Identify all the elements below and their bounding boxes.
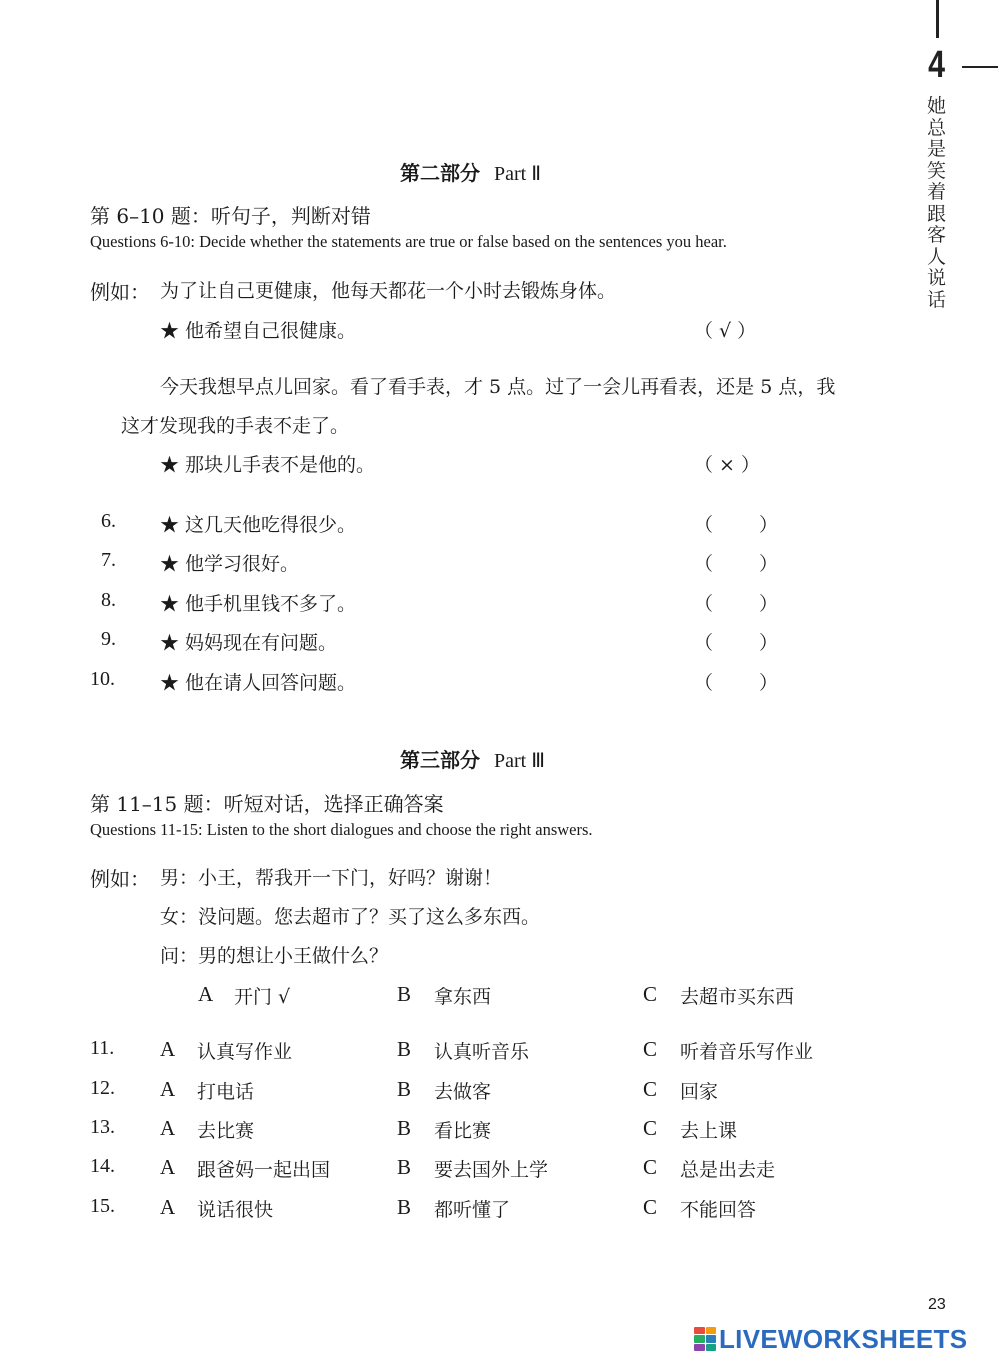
part2-heading-cn: 第二部分 bbox=[400, 161, 480, 185]
part3-example-woman: 女：没问题。您去超市了？买了这么多东西。 bbox=[160, 906, 541, 928]
brand-logo bbox=[694, 1324, 967, 1354]
option-letter-b[interactable]: B bbox=[397, 1116, 412, 1140]
part3-instruction-cn: 第 11–15 题：听短对话，选择正确答案 bbox=[90, 792, 444, 816]
question-statement: ★ 他手机里钱不多了。 bbox=[160, 593, 357, 615]
option-b[interactable]: 都听懂了 bbox=[434, 1199, 511, 1221]
part2-heading-en: Part Ⅱ bbox=[494, 163, 542, 185]
chapter-rule bbox=[962, 66, 998, 68]
page-number: 23 bbox=[928, 1296, 946, 1313]
option-letter-c: C bbox=[643, 982, 658, 1006]
option-a[interactable]: 跟爸妈一起出国 bbox=[197, 1159, 331, 1181]
liveworksheets-logo-icon bbox=[694, 1327, 716, 1351]
option-letter-a: A bbox=[198, 982, 214, 1006]
option-b[interactable]: 去做客 bbox=[434, 1081, 492, 1103]
option-a[interactable]: 认真写作业 bbox=[197, 1041, 293, 1063]
part2-example-label: 例如： bbox=[90, 280, 150, 304]
question-statement: ★ 他在请人回答问题。 bbox=[160, 672, 357, 694]
option-letter-c[interactable]: C bbox=[643, 1155, 658, 1179]
option-b[interactable]: 认真听音乐 bbox=[434, 1041, 530, 1063]
side-rule bbox=[936, 0, 939, 38]
part2-instruction-cn: 第 6–10 题：听句子，判断对错 bbox=[90, 204, 371, 228]
part2-heading bbox=[400, 157, 541, 186]
option-a[interactable]: 去比赛 bbox=[197, 1120, 255, 1142]
part2-instruction-en: Questions 6-10: Decide whether the statements are true or false based on the sentences you hear. bbox=[90, 232, 727, 251]
option-letter-a[interactable]: A bbox=[160, 1116, 176, 1140]
option-letter-c[interactable]: C bbox=[643, 1195, 658, 1219]
question-number: 6. bbox=[101, 510, 116, 532]
part2-example1-answer: （ √ ） bbox=[694, 320, 757, 342]
part2-example2-answer: （ × ） bbox=[694, 454, 760, 476]
part3-example-question: 问：男的想让小王做什么？ bbox=[160, 945, 389, 967]
question-number: 15. bbox=[90, 1195, 115, 1217]
part2-example2-statement: ★ 那块儿手表不是他的。 bbox=[160, 454, 376, 476]
part2-example1-statement: ★ 他希望自己很健康。 bbox=[160, 320, 357, 342]
option-c[interactable]: 听着音乐写作业 bbox=[680, 1041, 814, 1063]
question-number: 8. bbox=[101, 589, 116, 611]
answer-blank[interactable]: （ ） bbox=[694, 593, 779, 615]
question-number: 12. bbox=[90, 1077, 115, 1099]
example-option-c: 去超市买东西 bbox=[680, 986, 795, 1008]
option-letter-c[interactable]: C bbox=[643, 1116, 658, 1140]
question-statement: ★ 他学习很好。 bbox=[160, 553, 300, 575]
question-number: 9. bbox=[101, 628, 116, 650]
option-letter-b[interactable]: B bbox=[397, 1077, 412, 1101]
example-option-b: 拿东西 bbox=[434, 986, 492, 1008]
option-letter-a[interactable]: A bbox=[160, 1155, 176, 1179]
option-c[interactable]: 回家 bbox=[680, 1081, 719, 1103]
question-statement: ★ 这几天他吃得很少。 bbox=[160, 514, 357, 536]
option-letter-a[interactable]: A bbox=[160, 1037, 176, 1061]
question-number: 10. bbox=[90, 668, 115, 690]
answer-blank[interactable]: （ ） bbox=[694, 632, 779, 654]
option-letter-b[interactable]: B bbox=[397, 1037, 412, 1061]
option-c[interactable]: 总是出去走 bbox=[680, 1159, 776, 1181]
answer-blank[interactable]: （ ） bbox=[694, 553, 779, 575]
chapter-title: 她总是笑着跟客人说话 bbox=[927, 95, 947, 311]
option-letter-b[interactable]: B bbox=[397, 1155, 412, 1179]
part2-example1-sentence: 为了让自己更健康，他每天都花一个小时去锻炼身体。 bbox=[160, 280, 617, 302]
question-number: 13. bbox=[90, 1116, 115, 1138]
option-letter-a[interactable]: A bbox=[160, 1077, 176, 1101]
option-letter-c[interactable]: C bbox=[643, 1077, 658, 1101]
part2-example2-line2: 这才发现我的手表不走了。 bbox=[121, 415, 350, 437]
part3-example-man: 男：小王，帮我开一下门，好吗？谢谢！ bbox=[160, 867, 503, 889]
part2-example2-line1: 今天我想早点儿回家。看了看手表，才 5 点。过了一会儿再看表，还是 5 点，我 bbox=[160, 376, 836, 398]
part3-heading-cn: 第三部分 bbox=[400, 748, 480, 772]
option-b[interactable]: 要去国外上学 bbox=[434, 1159, 549, 1181]
question-number: 14. bbox=[90, 1155, 115, 1177]
option-c[interactable]: 不能回答 bbox=[680, 1199, 757, 1221]
question-number: 11. bbox=[90, 1037, 115, 1059]
part3-example-label: 例如： bbox=[90, 867, 150, 891]
option-c[interactable]: 去上课 bbox=[680, 1120, 738, 1142]
part3-instruction-en: Questions 11-15: Listen to the short dialogues and choose the right answers. bbox=[90, 820, 593, 839]
option-a[interactable]: 说话很快 bbox=[197, 1199, 274, 1221]
answer-blank[interactable]: （ ） bbox=[694, 514, 779, 536]
brand-name: LIVEWORKSHEETS bbox=[719, 1323, 968, 1354]
option-letter-c[interactable]: C bbox=[643, 1037, 658, 1061]
chapter-number: 4 bbox=[928, 44, 946, 86]
option-letter-b: B bbox=[397, 982, 412, 1006]
question-statement: ★ 妈妈现在有问题。 bbox=[160, 632, 338, 654]
example-option-a: 开门 √ bbox=[234, 986, 291, 1008]
part3-heading bbox=[400, 744, 545, 773]
option-b[interactable]: 看比赛 bbox=[434, 1120, 492, 1142]
part3-heading-en: Part Ⅲ bbox=[494, 750, 546, 772]
option-a[interactable]: 打电话 bbox=[197, 1081, 255, 1103]
option-letter-b[interactable]: B bbox=[397, 1195, 412, 1219]
option-letter-a[interactable]: A bbox=[160, 1195, 176, 1219]
question-number: 7. bbox=[101, 549, 116, 571]
answer-blank[interactable]: （ ） bbox=[694, 672, 779, 694]
